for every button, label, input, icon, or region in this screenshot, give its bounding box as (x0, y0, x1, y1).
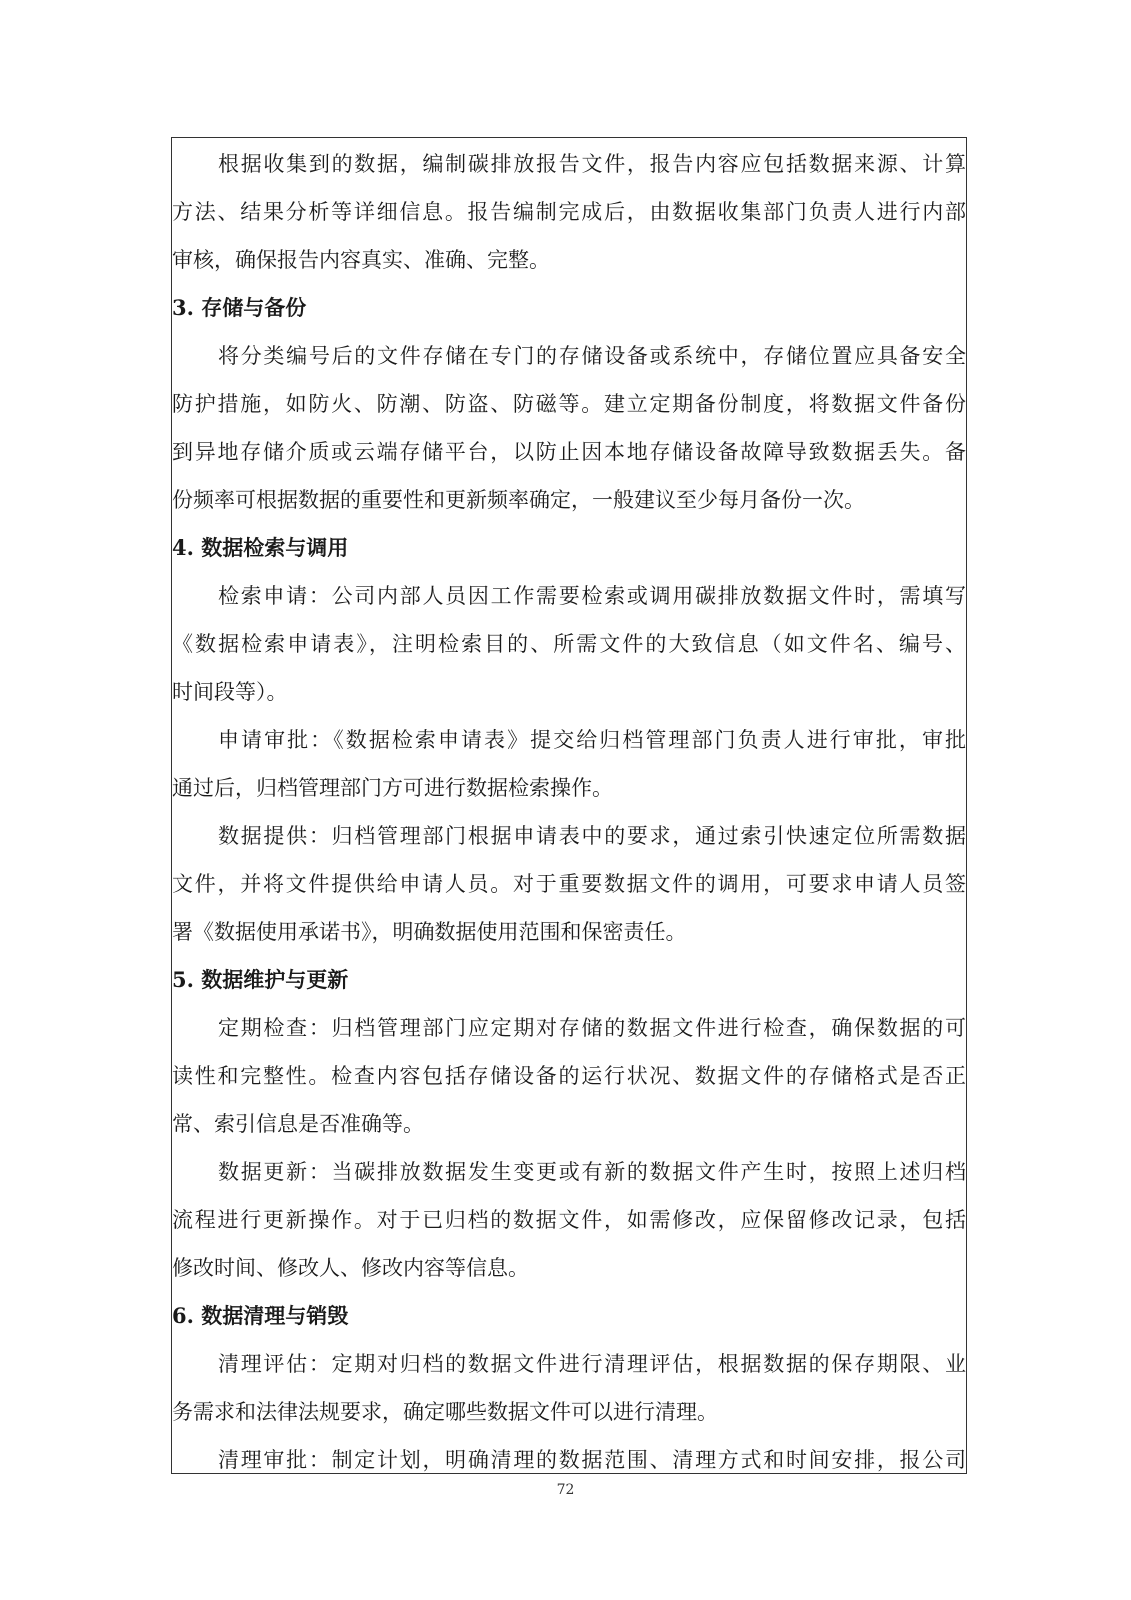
text-line-16: 文件，并将文件提供给申请人员。对于重要数据文件的调用，可要求申请人员签 (172, 872, 966, 896)
text-line-28: 清理审批：制定计划，明确清理的数据范围、清理方式和时间安排，报公司 (218, 1448, 966, 1472)
text-line-2: 方法、结果分析等详细信息。报告编制完成后，由数据收集部门负责人进行内部 (172, 200, 966, 224)
text-line-20: 读性和完整性。检查内容包括存储设备的运行状况、数据文件的存储格式是否正 (172, 1064, 966, 1088)
text-line-17: 署《数据使用承诺书》，明确数据使用范围和保密责任。 (172, 920, 687, 944)
section-heading-data-maintenance: 5. 数据维护与更新 (172, 967, 349, 992)
text-line-21: 常、索引信息是否准确等。 (172, 1112, 424, 1136)
text-line-23: 流程进行更新操作。对于已归档的数据文件，如需修改，应保留修改记录，包括 (172, 1208, 966, 1232)
section-heading-data-cleanup: 6. 数据清理与销毁 (172, 1303, 349, 1328)
text-line-5: 将分类编号后的文件存储在专门的存储设备或系统中，存储位置应具备安全 (218, 344, 966, 368)
text-line-24: 修改时间、修改人、修改内容等信息。 (172, 1256, 529, 1280)
text-line-12: 时间段等）。 (172, 680, 288, 704)
page-number: 72 (556, 1482, 575, 1498)
text-line-10: 检索申请：公司内部人员因工作需要检索或调用碳排放数据文件时，需填写 (218, 584, 966, 608)
section-heading-data-retrieval: 4. 数据检索与调用 (172, 535, 349, 560)
text-line-1: 根据收集到的数据，编制碳排放报告文件，报告内容应包括数据来源、计算 (218, 152, 966, 176)
text-line-27: 务需求和法律法规要求，确定哪些数据文件可以进行清理。 (172, 1400, 718, 1424)
text-line-7: 到异地存储介质或云端存储平台，以防止因本地存储设备故障导致数据丢失。备 (172, 440, 966, 464)
text-line-22: 数据更新：当碳排放数据发生变更或有新的数据文件产生时，按照上述归档 (218, 1160, 966, 1184)
section-heading-storage-backup: 3. 存储与备份 (172, 295, 307, 320)
text-line-13: 申请审批：《数据检索申请表》提交给归档管理部门负责人进行审批，审批 (218, 728, 966, 752)
text-line-11: 《数据检索申请表》，注明检索目的、所需文件的大致信息（如文件名、编号、 (172, 632, 966, 656)
text-line-6: 防护措施，如防火、防潮、防盗、防磁等。建立定期备份制度，将数据文件备份 (172, 392, 966, 416)
text-line-8: 份频率可根据数据的重要性和更新频率确定，一般建议至少每月备份一次。 (172, 488, 865, 512)
text-line-3: 审核，确保报告内容真实、准确、完整。 (172, 248, 550, 272)
document-text-box (171, 137, 967, 1474)
text-line-26: 清理评估：定期对归档的数据文件进行清理评估，根据数据的保存期限、业 (218, 1352, 966, 1376)
text-line-15: 数据提供：归档管理部门根据申请表中的要求，通过索引快速定位所需数据 (218, 824, 966, 848)
text-line-19: 定期检查：归档管理部门应定期对存储的数据文件进行检查，确保数据的可 (218, 1016, 966, 1040)
text-line-14: 通过后，归档管理部门方可进行数据检索操作。 (172, 776, 613, 800)
